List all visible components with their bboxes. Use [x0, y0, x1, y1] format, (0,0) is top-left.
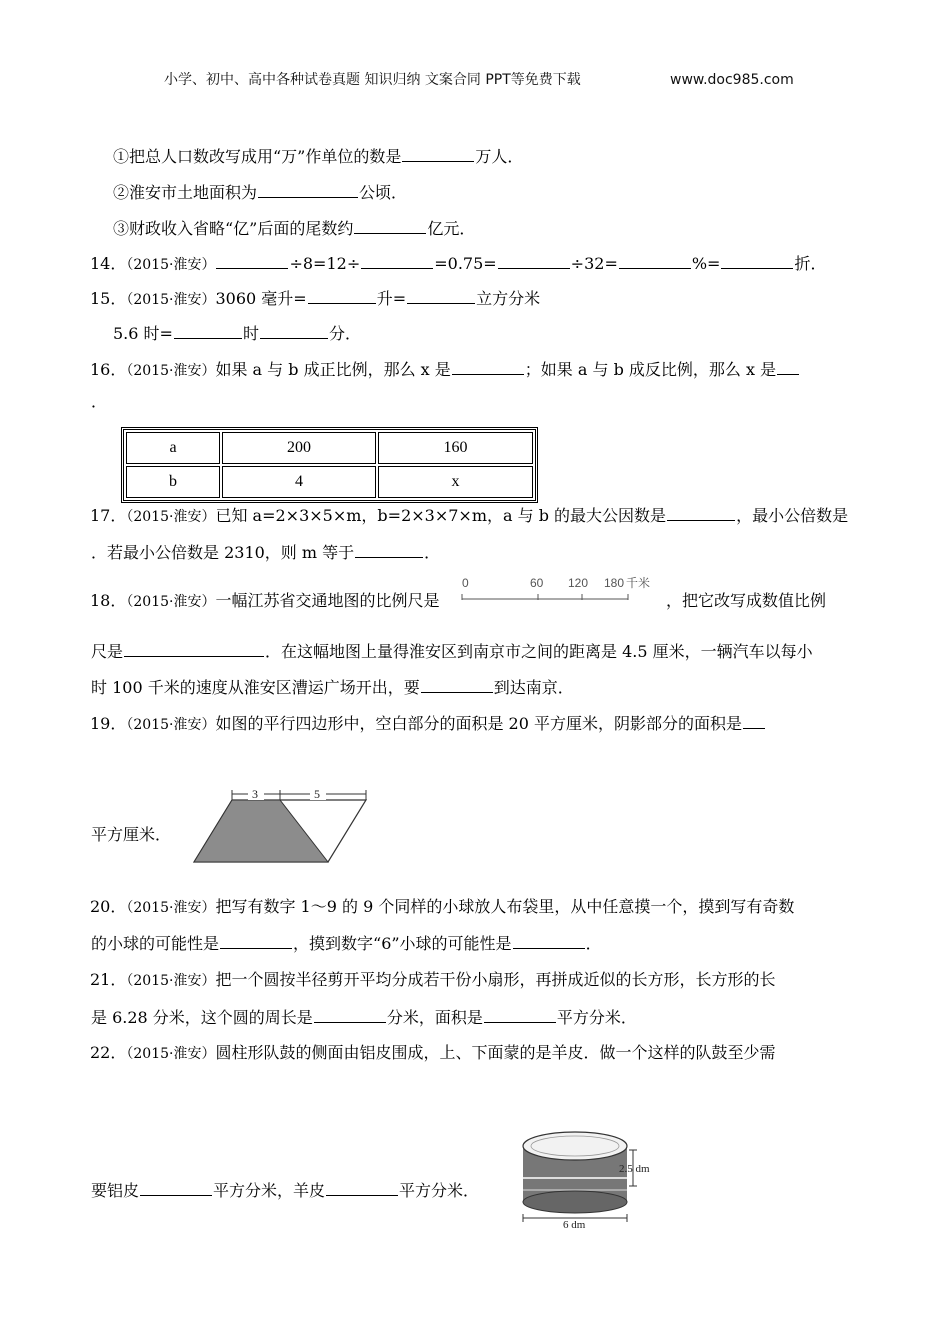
answer-blank[interactable]: [619, 253, 691, 269]
question-19: [90, 713, 766, 735]
question-18-line-3: [91, 677, 574, 698]
q13-item-2-tail: 公顷．: [359, 183, 408, 202]
q20-part-3: ，摸到数字“6”小球的可能性是: [293, 934, 512, 953]
answer-blank[interactable]: [314, 1007, 386, 1023]
q21-part-3: 分米，面积是: [386, 1008, 483, 1027]
question-22: [90, 1043, 775, 1064]
q13-item-1-text: ①把总人口数改写成用“万”作单位的数是: [113, 147, 402, 166]
q17-part-1: 已知 a=2×3×5×m，b=2×3×7×m，a 与 b 的最大公因数是: [215, 506, 667, 525]
answer-blank[interactable]: [407, 288, 475, 304]
answer-blank[interactable]: [498, 253, 570, 269]
q21-part-1: 把一个圆按半径剪开平均分成若干份小扇形，再拼成近似的长方形，长方形的长: [215, 970, 776, 989]
question-14: [90, 253, 826, 275]
question-number: 19．: [90, 714, 127, 733]
q15-part-2: 升=: [376, 289, 407, 308]
q18-part-3: 尺是: [91, 642, 124, 661]
q14-part-1: ÷8=12÷: [289, 254, 361, 273]
question-18-line-2: [91, 641, 813, 662]
question-16: [90, 359, 800, 381]
question-source: （2015·淮安）: [126, 1046, 216, 1062]
q18-part-1: 一幅江苏省交通地图的比例尺是: [215, 591, 440, 610]
q21-part-2: 是 6.28 分米，这个圆的周长是: [91, 1008, 313, 1027]
q14-part-5: 折．: [794, 254, 827, 273]
q22-part-2: 要铝皮: [91, 1181, 140, 1200]
q15-part-3: 立方分米: [476, 289, 541, 308]
question-15: [90, 288, 540, 310]
question-number: 18．: [90, 591, 127, 610]
drum-figure: [515, 1128, 685, 1230]
scale-label-60: 60: [530, 576, 544, 590]
answer-blank[interactable]: [174, 323, 242, 339]
question-number: 14．: [90, 254, 127, 273]
q15-part-4: 5.6 时=: [113, 324, 173, 343]
answer-blank[interactable]: [484, 1007, 556, 1023]
question-number: 21．: [90, 970, 127, 989]
dimension-label-3: 3: [252, 787, 258, 801]
question-number: 17．: [90, 506, 127, 525]
dimension-label-5: 5: [314, 787, 320, 801]
answer-blank[interactable]: [743, 713, 765, 729]
header-url: www.doc985.com: [670, 72, 794, 88]
table-cell: 200: [222, 432, 376, 464]
q16-line-end: ．: [91, 392, 108, 411]
q13-item-3-tail: 亿元．: [427, 219, 476, 238]
question-17: [90, 505, 848, 527]
scale-label-120: 120: [568, 576, 589, 590]
answer-blank[interactable]: [721, 253, 793, 269]
table-cell: b: [126, 466, 220, 498]
table-row: [126, 466, 533, 498]
answer-blank[interactable]: [260, 323, 328, 339]
q22-part-1: 圆柱形队鼓的侧面由铝皮围成，上、下面蒙的是羊皮．做一个这样的队鼓至少需: [215, 1043, 776, 1062]
answer-blank[interactable]: [308, 288, 376, 304]
answer-blank[interactable]: [421, 677, 493, 693]
answer-blank[interactable]: [513, 933, 585, 949]
q18-part-2: ，把它改写成数值比例: [666, 591, 827, 610]
table-cell: 4: [222, 466, 376, 498]
answer-blank[interactable]: [355, 542, 423, 558]
scale-bar-figure: [452, 573, 662, 605]
table-cell: 160: [378, 432, 533, 464]
question-18: [90, 591, 439, 612]
q14-part-4: %=: [691, 254, 721, 273]
q20-part-4: ．: [585, 934, 602, 953]
drum-bottom: [523, 1191, 627, 1213]
q13-item-3: [113, 218, 475, 239]
answer-blank[interactable]: [354, 218, 426, 234]
diameter-label: 6 dm: [563, 1219, 586, 1230]
q16-part-1: 如果 a 与 b 成正比例，那么 x 是: [215, 360, 451, 379]
q19-part-1: 如图的平行四边形中，空白部分的面积是 20 平方厘米，阴影部分的面积是: [215, 714, 743, 733]
q17-part-4: ．: [424, 543, 441, 562]
q13-item-3-text: ③财政收入省略“亿”后面的尾数约: [113, 219, 354, 238]
q16-part-2: ；如果 a 与 b 成反比例，那么 x 是: [524, 360, 777, 379]
answer-blank[interactable]: [124, 641, 264, 657]
q18-part-5: 时 100 千米的速度从淮安区漕运广场开出，要: [91, 678, 420, 697]
parallelogram-figure: [190, 786, 375, 866]
question-number: 16．: [90, 360, 127, 379]
height-label: 2.5 dm: [619, 1163, 650, 1175]
question-17-line-2: [91, 542, 440, 563]
answer-blank[interactable]: [361, 253, 433, 269]
q15-part-6: 分．: [328, 324, 361, 343]
question-15-line-2: [113, 323, 361, 344]
answer-blank[interactable]: [220, 933, 292, 949]
question-20: [90, 897, 794, 918]
q13-item-2: [113, 182, 407, 203]
table-cell: x: [378, 466, 533, 498]
answer-blank[interactable]: [326, 1180, 398, 1196]
q20-part-1: 把写有数字 1～9 的 9 个同样的小球放人布袋里，从中任意摸一个，摸到写有奇数: [215, 897, 795, 916]
q17-part-3: ．若最小公倍数是 2310，则 m 等于: [91, 543, 355, 562]
q14-part-3: ÷32=: [570, 254, 618, 273]
answer-blank[interactable]: [667, 505, 735, 521]
header-left-text: 小学、初中、高中各种试卷真题 知识归纳 文案合同 PPT等免费下载: [164, 72, 581, 88]
question-22-line-2: [91, 1180, 479, 1201]
scale-unit: 千米: [626, 576, 651, 590]
table-row: [126, 432, 533, 464]
question-number: 20．: [90, 897, 127, 916]
question-number: 22．: [90, 1043, 127, 1062]
question-number: 15．: [90, 289, 127, 308]
question-source: （2015·淮安）: [126, 717, 216, 733]
q13-item-1-tail: 万人．: [475, 147, 524, 166]
answer-blank[interactable]: [140, 1180, 212, 1196]
q18-part-6: 到达南京．: [493, 678, 574, 697]
answer-blank[interactable]: [777, 359, 799, 375]
question-source: （2015·淮安）: [126, 973, 216, 989]
answer-blank[interactable]: [258, 182, 358, 198]
q17-part-2: ，最小公倍数是: [736, 506, 849, 525]
table-cell: a: [126, 432, 220, 464]
question-21-line-2: [91, 1007, 637, 1028]
q21-part-4: 平方分米．: [556, 1008, 637, 1027]
answer-blank[interactable]: [216, 253, 288, 269]
q15-part-5: 时: [242, 324, 259, 343]
q18-part-4: ．在这幅地图上量得淮安区到南京市之间的距离是 4.5 厘米，一辆汽车以每小: [265, 642, 813, 661]
answer-blank[interactable]: [452, 359, 524, 375]
q14-part-2: =0.75=: [434, 254, 497, 273]
ratio-table: [121, 427, 538, 503]
scale-label-0: 0: [462, 576, 469, 590]
question-source: （2015·淮安）: [126, 509, 216, 525]
scale-label-180: 180: [604, 576, 625, 590]
q13-item-1: [113, 146, 523, 167]
question-source: （2015·淮安）: [126, 594, 216, 610]
question-source: （2015·淮安）: [126, 363, 216, 379]
answer-blank[interactable]: [402, 146, 474, 162]
q19-part-2: 平方厘米．: [91, 825, 172, 844]
q22-part-3: 平方分米，羊皮: [213, 1181, 326, 1200]
q22-part-4: 平方分米．: [399, 1181, 480, 1200]
q15-part-1: 3060 毫升=: [215, 289, 307, 308]
question-21: [90, 970, 775, 991]
question-source: （2015·淮安）: [126, 292, 216, 308]
q13-item-2-text: ②淮安市土地面积为: [113, 183, 258, 202]
question-source: （2015·淮安）: [126, 257, 216, 273]
q20-part-2: 的小球的可能性是: [91, 934, 220, 953]
question-20-line-2: [91, 933, 602, 954]
question-source: （2015·淮安）: [126, 900, 216, 916]
